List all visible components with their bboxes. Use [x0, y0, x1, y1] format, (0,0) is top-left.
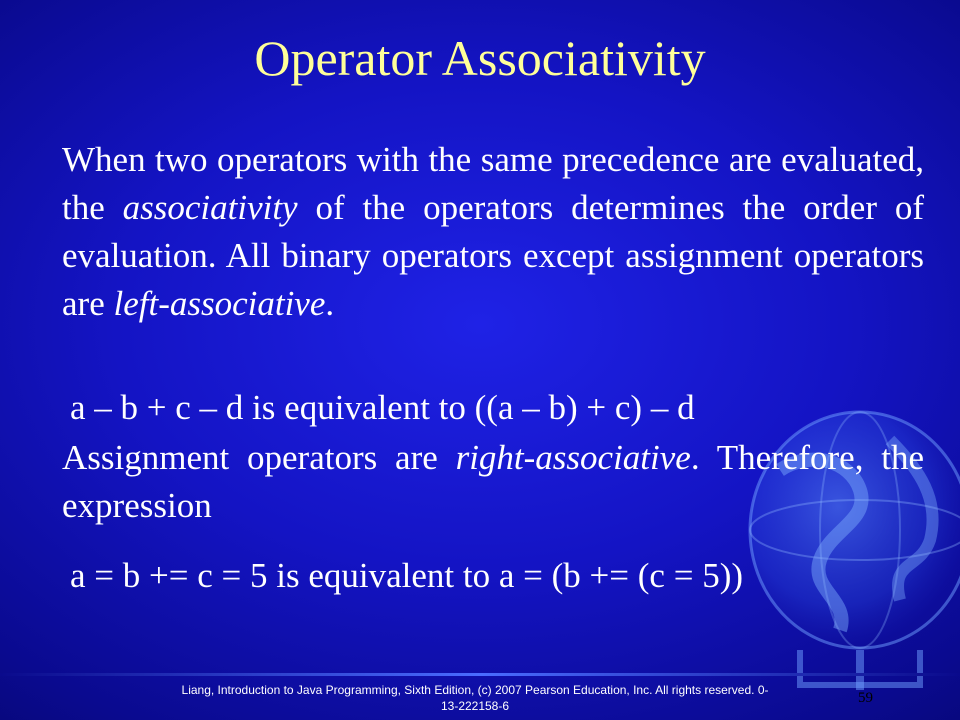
- paragraph1-text-1: When two operators with the same precedence are evaluated, the: [62, 140, 924, 227]
- page-number: 59: [858, 690, 873, 706]
- assignment-paragraph: [62, 434, 924, 530]
- slide-title: Operator Associativity: [254, 30, 706, 86]
- paragraph1-text-2: of the operators determines the order of evaluation. All binary operators except assignment operators are: [62, 188, 925, 323]
- paragraph2-text-2: . Therefore, the expression: [62, 438, 924, 525]
- right-associative-example: a = b += c = 5 is equivalent to a = (b += (c = 5)): [70, 556, 744, 595]
- associativity-paragraph: [62, 136, 924, 328]
- associativity-term: associativity: [122, 188, 298, 227]
- footer-divider: [0, 673, 960, 676]
- paragraph1-text-3: .: [325, 284, 335, 323]
- right-associative-term: right-associative: [455, 438, 691, 477]
- copyright-footer: Liang, Introduction to Java Programming, Sixth Edition, (c) 2007 Pearson Education, Inc. All rights reserved. 0-13-222158-6: [181, 683, 769, 713]
- left-associative-term: left-associative: [113, 284, 326, 323]
- paragraph2-text-1: Assignment operators are: [62, 438, 456, 477]
- left-associative-example: a – b + c – d is equivalent to ((a – b) + c) – d: [70, 388, 695, 427]
